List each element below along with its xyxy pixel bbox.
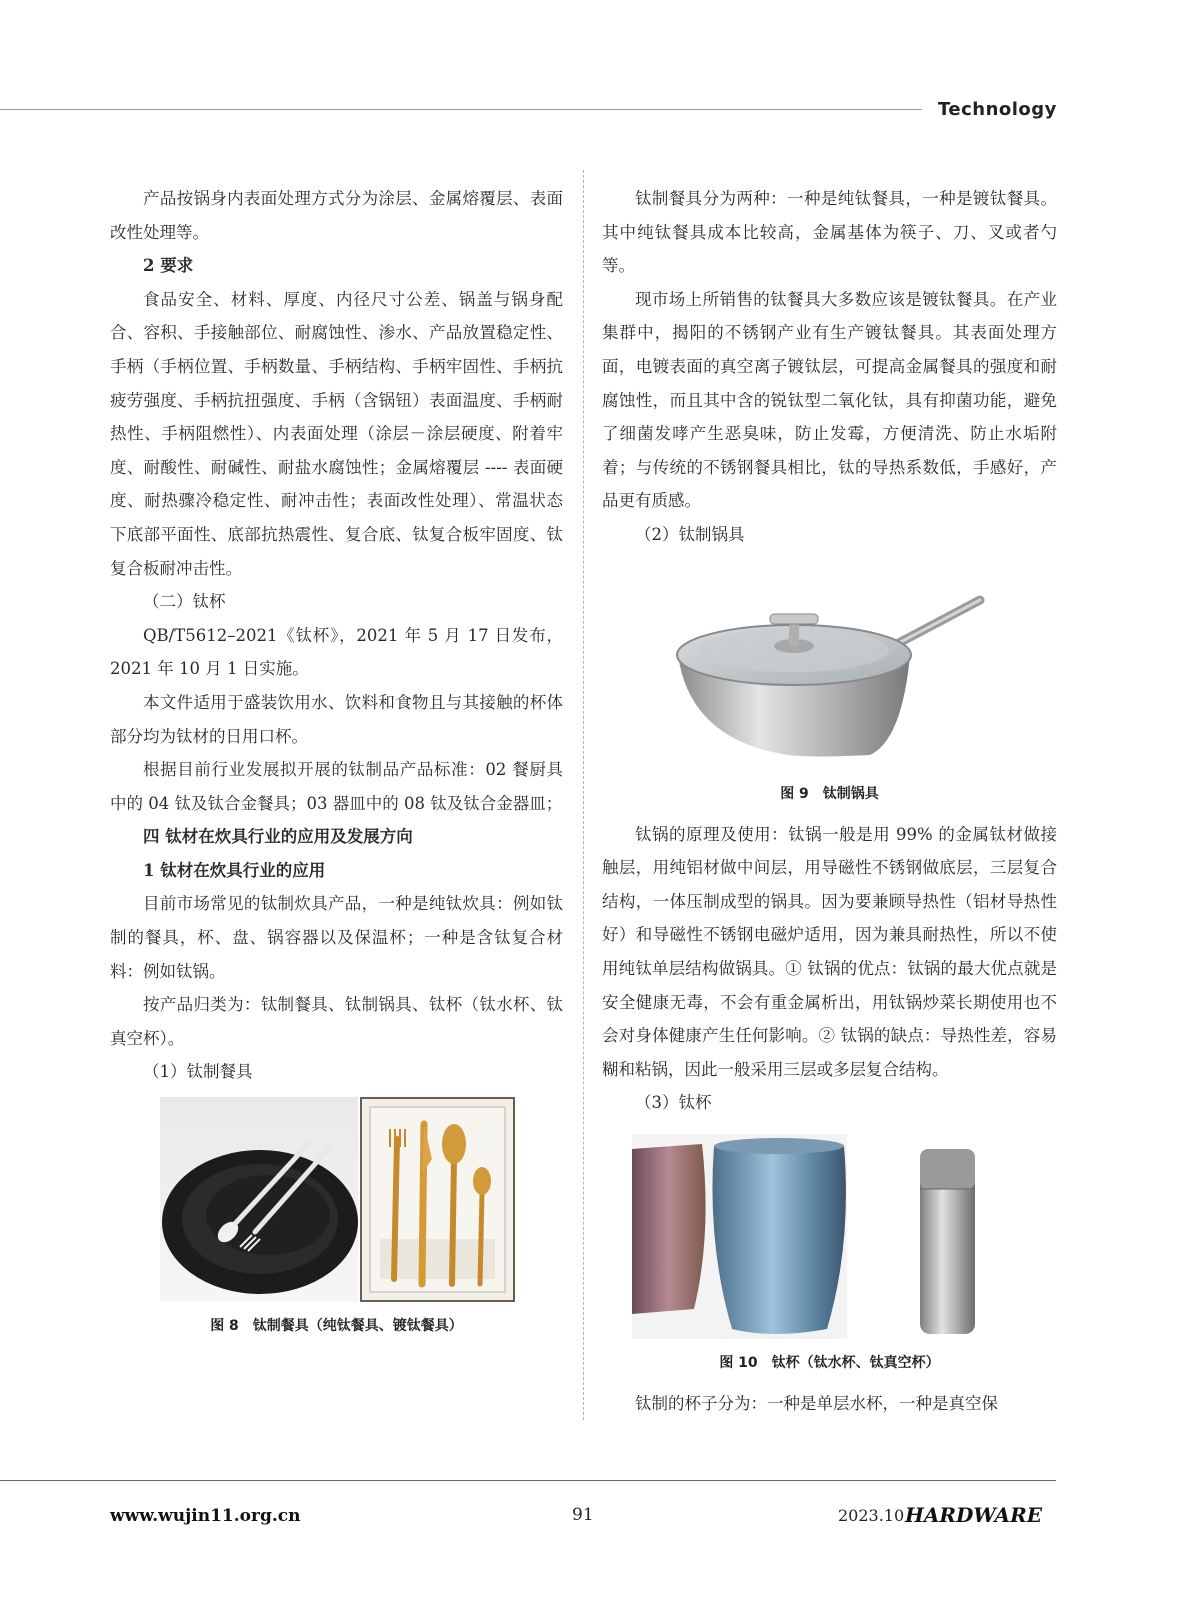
footer-rule xyxy=(0,1480,1056,1481)
heading-requirements: 2 要求 xyxy=(143,256,194,276)
figure-8-caption: 图 8 钛制餐具（纯钛餐具、镀钛餐具） xyxy=(210,1318,463,1335)
paragraph: 按产品归类为：钛制餐具、钛制锅具、钛杯（钛水杯、钛真空杯）。 xyxy=(110,995,563,1048)
heading-titanium-cup: （二）钛杯 xyxy=(143,592,226,612)
paragraph: 食品安全、材料、厚度、内径尺寸公差、锅盖与锅身配合、容积、手接触部位、耐腐蚀性、渗水、产品放置稳定性、手柄（手柄位置、手柄数量、手柄结构、手柄牢固性、手柄抗疲劳强度、手柄抗扭强度、手柄（含锅钮）表面温度、手柄耐热性、手柄阻燃性）、内表面处理（涂层－涂层硬度、附着牢度、耐酸性、耐碱性、耐盐水腐蚀性；金属熔覆层 ---- 表面硬度、耐热骤冷稳定性、耐冲击性；表面改性处理）、常温状态下底部平面性、底部抗热震性、复合底、钛复合板牢固度、钛复合板耐冲击性。 xyxy=(110,289,563,578)
paragraph: 目前市场常见的钛制炊具产品，一种是纯钛炊具：例如钛制的餐具，杯、盘、锅容器以及保温杯；一种是含钛复合材料：例如钛锅。 xyxy=(110,894,563,981)
heading-titanium-cup: （3）钛杯 xyxy=(635,1093,712,1113)
page-number: 91 xyxy=(572,1505,594,1525)
right-column xyxy=(602,182,1057,1420)
paragraph: 根据目前行业发展拟开展的钛制品产品标准：02 餐厨具中的 04 钛及钛合金餐具；03 器皿中的 08 钛及钛合金器皿； xyxy=(110,760,563,813)
paragraph: 钛锅的原理及使用：钛锅一般是用 99% 的金属钛材做接触层，用纯铝材做中间层，用导磁性不锈钢做底层，三层复合结构，一体压制成型的锅具。因为要兼顾导热性（铝材导热性好）和导磁性不锈钢电磁炉适用，因为兼具耐热性，所以不使用纯钛单层结构做锅具。① 钛锅的优点：钛锅的最大优点就是安全健康无毒，不会有重金属析出，用钛锅炒菜长期使用也不会对身体健康产生任何影响。② 钛锅的缺点：导热性差，容易糊和粘锅，因此一般采用三层或多层复合结构。 xyxy=(602,824,1057,1079)
figure-9-caption: 图 9 钛制锅具 xyxy=(780,785,879,802)
heading-cookware: （2）钛制锅具 xyxy=(635,524,745,544)
header-rule xyxy=(0,109,922,110)
black-plate-with-utensils-photo xyxy=(160,1097,358,1302)
heading-subsection-1: 1 钛材在炊具行业的应用 xyxy=(143,860,326,880)
paragraph: QB/T5612–2021《钛杯》，2021 年 5 月 17 日发布，2021 年 10 月 1 日实施。 xyxy=(110,625,563,679)
issue-date: 2023.10 xyxy=(838,1506,905,1525)
footer-website: www.wujin11.org.cn xyxy=(110,1506,301,1526)
paragraph: 钛制的杯子分为：一种是单层水杯，一种是真空保 xyxy=(635,1393,998,1413)
heading-section-4: 四 钛材在炊具行业的应用及发展方向 xyxy=(143,827,413,847)
figure-8-image xyxy=(160,1097,515,1302)
figure-10-titanium-cups-photo xyxy=(632,1134,1072,1339)
heading-tableware: （1）钛制餐具 xyxy=(143,1062,253,1082)
section-label: Technology xyxy=(938,99,1057,120)
paragraph: 钛制餐具分为两种：一种是纯钛餐具，一种是镀钛餐具。其中纯钛餐具成本比较高，金属基体为筷子、刀、叉或者勺等。 xyxy=(602,189,1057,276)
gold-cutlery-box-photo xyxy=(360,1097,515,1302)
paragraph: 现市场上所销售的钛餐具大多数应该是镀钛餐具。在产业集群中，揭阳的不锈钢产业有生产镀钛餐具。其表面处理方面，电镀表面的真空离子镀钛层，可提高金属餐具的强度和耐腐蚀性，而且其中含的锐钛型二氧化钛，具有抑菌功能，避免了细菌发哮产生恶臭味，防止发霉，方便清洗、防止水垢附着；与传统的不锈钢餐具相比，钛的导热系数低，手感好，产品更有质感。 xyxy=(602,289,1057,511)
paragraph: 本文件适用于盛装饮用水、饮料和食物且与其接触的杯体部分均为钛材的日用口杯。 xyxy=(110,692,563,746)
left-column xyxy=(110,182,563,1350)
paragraph: 产品按锅身内表面处理方式分为涂层、金属熔覆层、表面改性处理等。 xyxy=(110,189,563,242)
figure-10-caption: 图 10 钛杯（钛水杯、钛真空杯） xyxy=(719,1354,940,1371)
column-divider xyxy=(583,170,584,1420)
magazine-name: HARDWARE xyxy=(905,1503,1042,1527)
figure-9-titanium-wok-photo xyxy=(670,590,990,770)
